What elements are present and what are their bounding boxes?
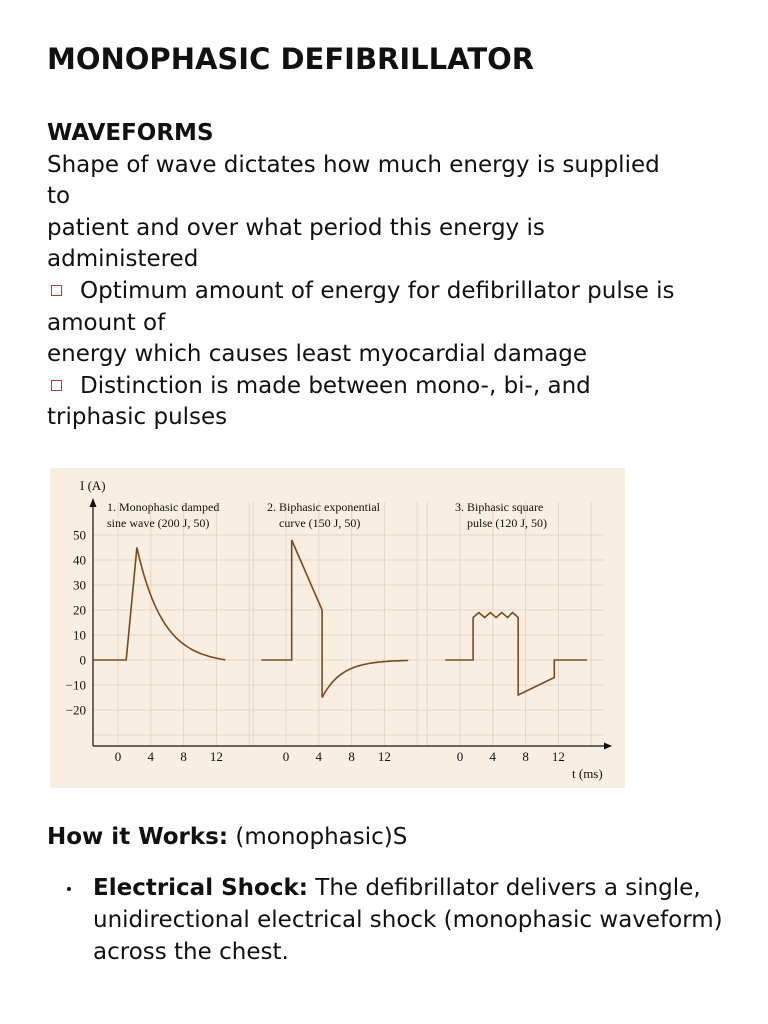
square-bullet-icon	[51, 380, 62, 391]
bullet-dot-icon	[67, 887, 71, 891]
biphasic-exponential-curve	[261, 540, 408, 698]
bullet-text-continued: triphasic pulses	[47, 404, 228, 431]
waveforms-text-line: Shape of wave dictates how much energy is supplied	[47, 151, 660, 178]
y-tick-label: 0	[79, 652, 86, 668]
x-tick-label: 8	[522, 749, 529, 764]
square-bullet-icon	[51, 285, 62, 296]
x-tick-label: 12	[377, 749, 391, 764]
grid	[93, 502, 604, 746]
panel-label: pulse (120 J, 50)	[467, 516, 547, 530]
y-tick-label: −10	[65, 677, 86, 693]
bullet-text: Distinction is made between mono-, bi-, and	[80, 372, 591, 399]
waveforms-text-line: patient and over what period this energy is	[47, 214, 545, 241]
x-tick-label: 12	[551, 749, 565, 764]
bullet-text-continued: energy which causes least myocardial damage	[47, 341, 588, 368]
panel-label: curve (150 J, 50)	[279, 516, 361, 530]
waveforms-text-line: to	[47, 183, 71, 210]
waveforms-section	[47, 118, 737, 434]
y-tick-label: 30	[73, 577, 86, 593]
x-tick-label: 4	[147, 749, 155, 764]
bullet-text-continued: amount of	[47, 309, 166, 336]
x-tick-label: 12	[209, 749, 223, 764]
shock-term: Electrical Shock	[93, 875, 299, 901]
y-tick-label: 20	[73, 602, 86, 618]
x-tick-label: 8	[348, 749, 355, 764]
panel-label: 1. Monophasic damped	[107, 500, 220, 514]
how-it-works-text: (monophasic)S	[228, 824, 408, 850]
bullet-text: Optimum amount of energy for defibrillator pulse is	[80, 277, 675, 304]
x-tick-label: 0	[282, 749, 290, 764]
x-tick-label: 0	[114, 749, 122, 764]
waveform-diagram	[50, 468, 625, 788]
how-it-works-line	[47, 824, 407, 850]
x-tick-label: 8	[180, 749, 187, 764]
bullet-item	[47, 371, 737, 403]
x-tick-label: 4	[315, 749, 323, 764]
bullet-item	[47, 276, 737, 308]
y-tick-label: −20	[65, 702, 86, 718]
y-tick-label: 10	[73, 627, 86, 643]
axes	[90, 498, 613, 750]
page-title: MONOPHASIC DEFIBRILLATOR	[47, 42, 535, 76]
shock-bullet	[93, 872, 743, 968]
y-tick-label: 40	[73, 552, 86, 568]
curves	[93, 540, 587, 698]
how-it-works-colon: :	[218, 824, 229, 850]
biphasic-square-curve	[445, 613, 587, 696]
shock-colon: :	[298, 875, 308, 901]
x-tick-label: 0	[456, 749, 464, 764]
panel-label: sine wave (200 J, 50)	[107, 516, 210, 530]
how-it-works-label: How it Works	[47, 824, 219, 850]
monophasic-curve	[93, 548, 225, 661]
waveforms-heading: WAVEFORMS	[47, 120, 214, 146]
y-tick-label: 50	[73, 527, 86, 543]
x-axis-arrow	[604, 743, 612, 750]
x-axis-label: t (ms)	[572, 766, 603, 781]
panel-label: 3. Biphasic square	[455, 500, 544, 514]
waveform-figure	[50, 468, 625, 788]
y-axis-arrow	[90, 498, 97, 507]
y-axis-label: I (A)	[80, 478, 106, 493]
labels	[66, 478, 603, 781]
shock-text: The defibrillator delivers a single, unidirectional electrical shock (monophasic waveform) across the chest.	[93, 875, 723, 965]
panel-label: 2. Biphasic exponential	[267, 500, 380, 514]
x-tick-label: 4	[489, 749, 497, 764]
waveforms-text-line: administered	[47, 246, 199, 273]
